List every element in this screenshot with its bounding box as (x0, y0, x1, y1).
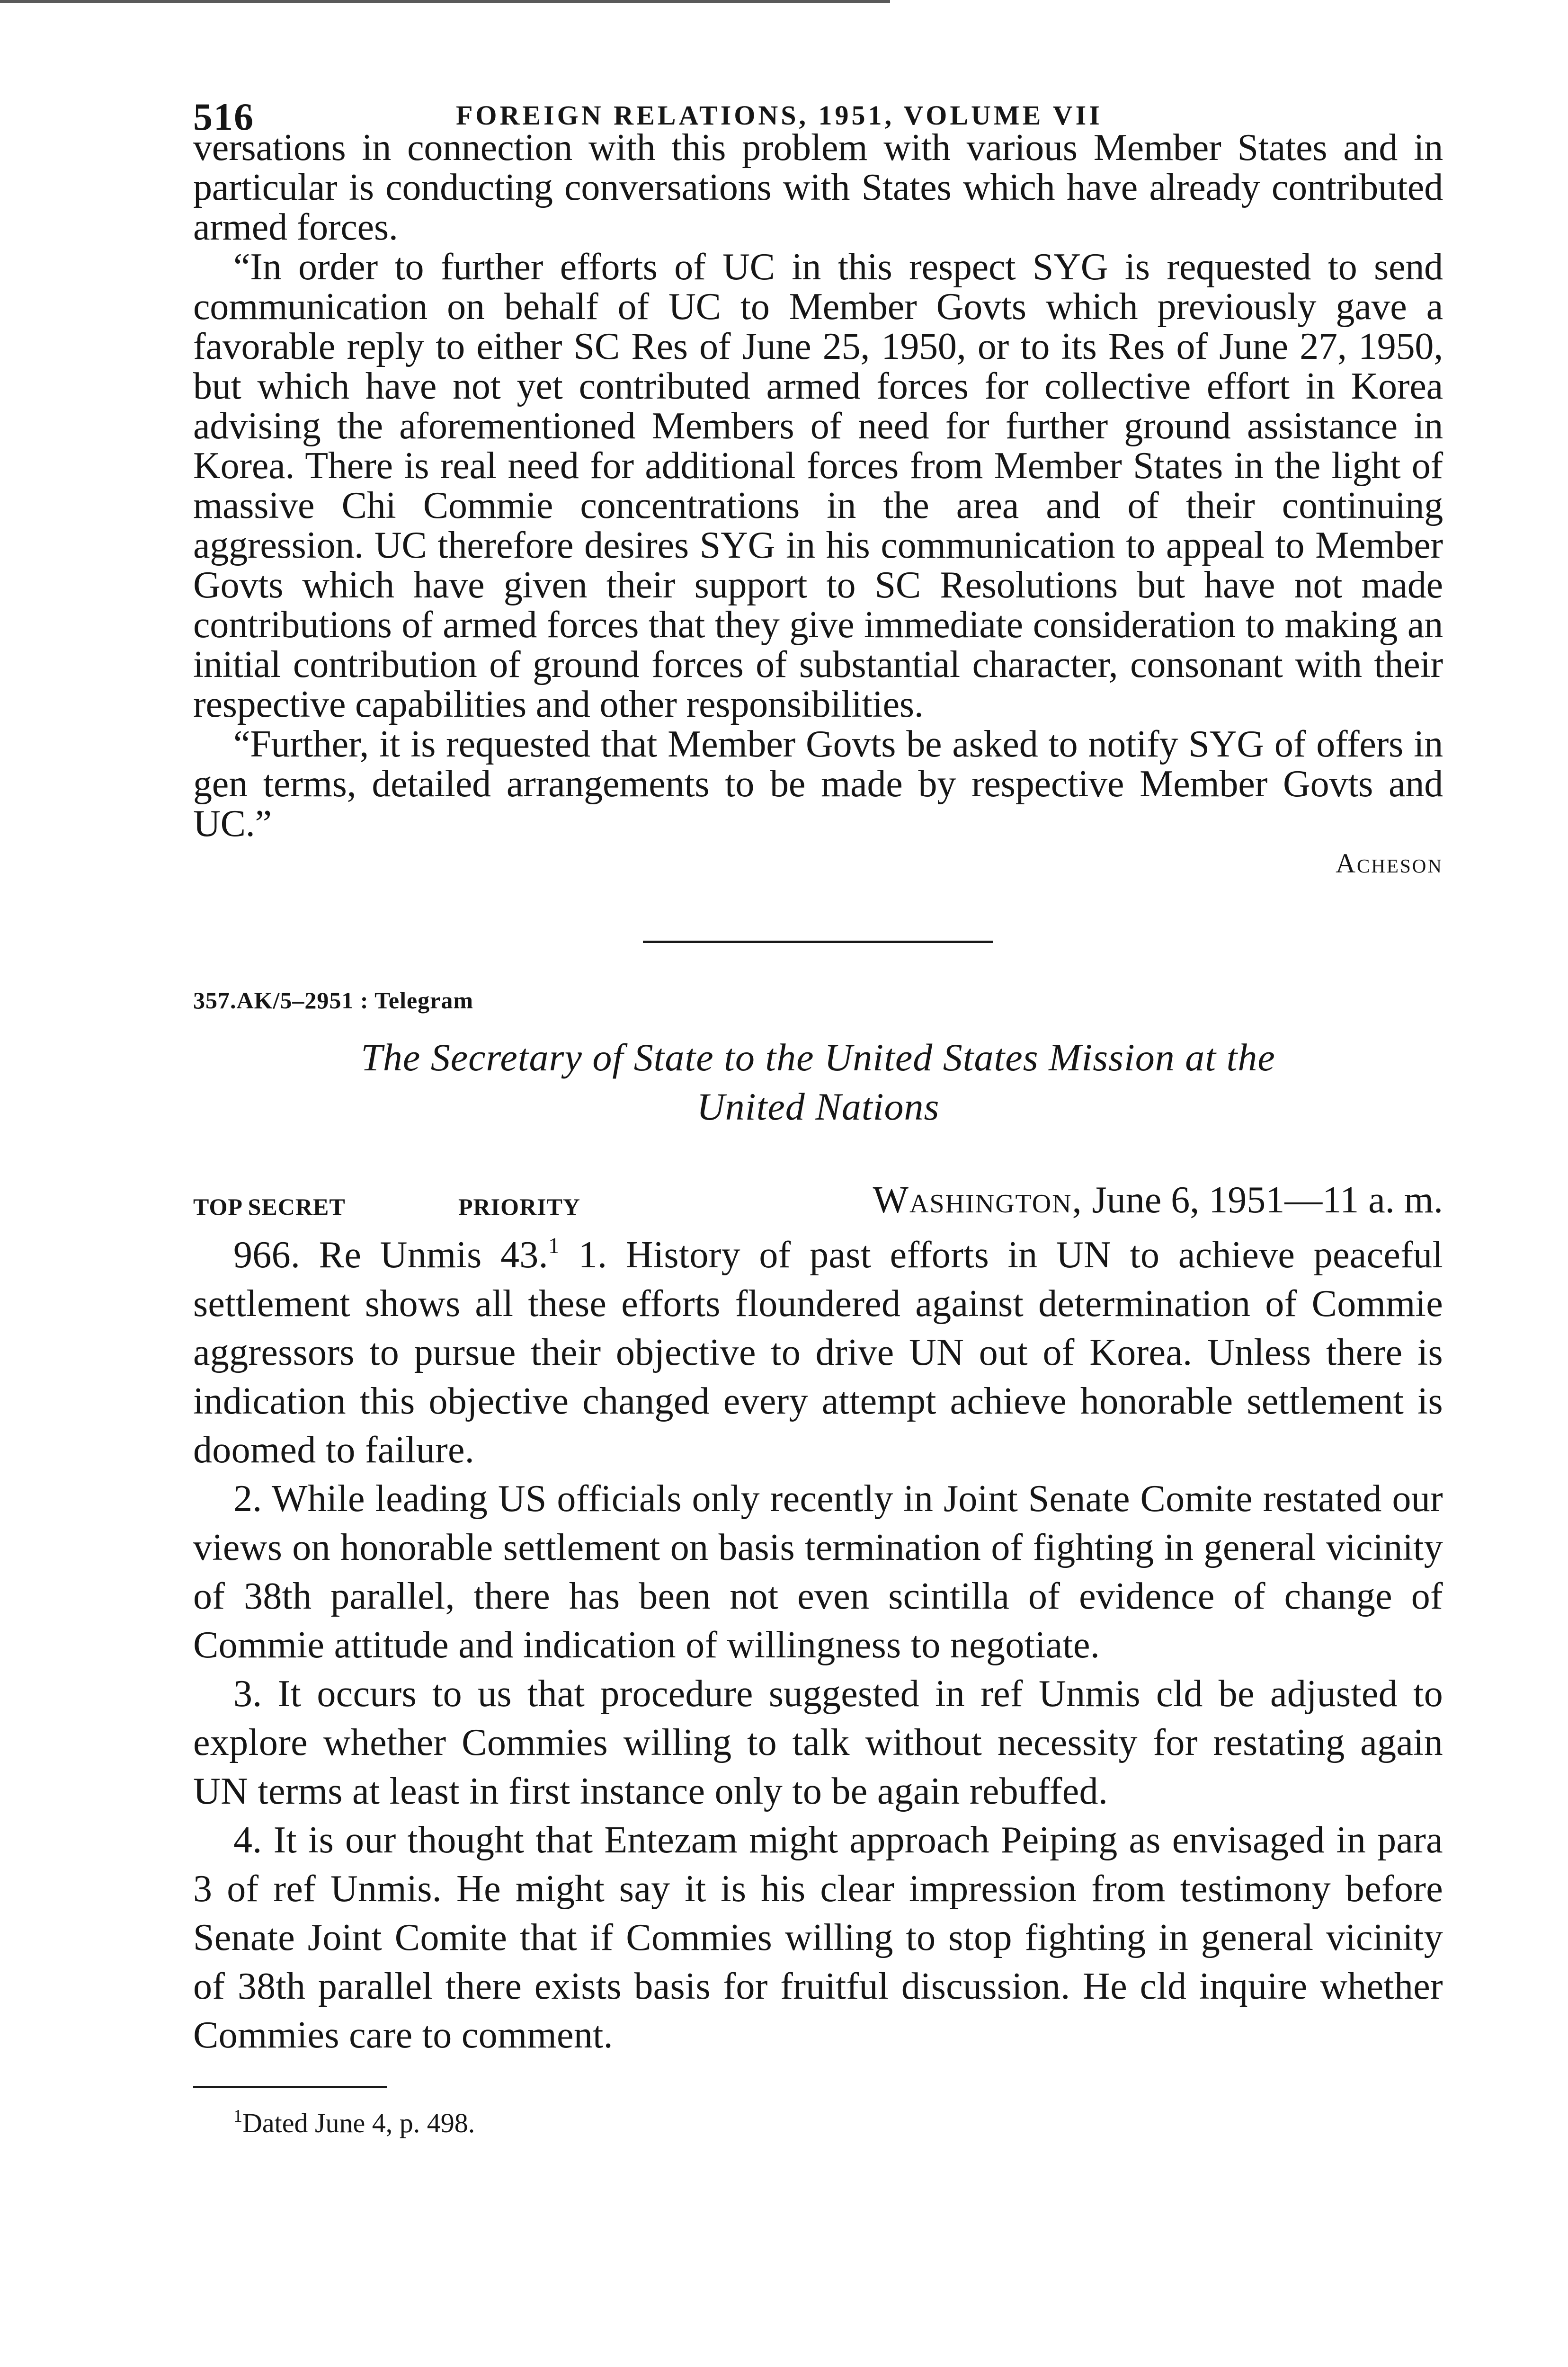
continued-paragraph: versations in connection with this problem with various Member States and in particular is conducting conversations with States which have already contributed armed forces. (193, 127, 1443, 248)
footnote-rule (193, 2086, 387, 2088)
telegram-paragraph-3: 3. It occurs to us that procedure suggested in ref Unmis cld be adjusted to explore whether Commies willing to talk without necessity for restating again UN terms at least in first instance only to be again rebuffed. (193, 1673, 1443, 1812)
telegram-body (193, 1231, 1443, 2060)
footnote-marker: 1 (233, 2106, 242, 2126)
running-head (193, 71, 1443, 138)
paragraph-1-text: 1. History of past efforts in UN to achieve peaceful settlement shows all these efforts floundered against determination of Commie aggressors to pursue their objective to drive UN out of Korea. Unless there is indication this objective changed every attempt achieve honorable settlement is doomed to failure. (193, 1234, 1443, 1471)
top-edge-rule (0, 0, 890, 3)
dateline-place: Washington, (873, 1179, 1083, 1221)
telegram-paragraph-4: 4. It is our thought that Entezam might approach Peiping as envisaged in para 3 of ref Unmis. He might say it is his clear impression from testimony before Senate Joint Comite that if Commies willing to stop fighting in general vicinity of 38th parallel there exists basis for fruitful discussion. He cld inquire whether Commies care to comment. (193, 1819, 1443, 2056)
signature: Acheson (1336, 848, 1443, 879)
document-page (193, 71, 1443, 2139)
quoted-paragraph: “In order to further efforts of UC in this respect SYG is requested to send communication on behalf of UC to Member Govts which previously gave a favorable reply to either SC Res of June 25, 1950, or to its Res of June 27, 1950, but which have not yet contributed armed forces for collective effort in Korea advising the aforementioned Members of need for further ground assistance in Korea. There is real need for additional forces from Member States in the light of massive Chi Commie concentrations in the area and of their continuing aggression. UC therefore desires SYG in his communication to appeal to Member Govts which have given their support to SC Resolutions but have not made contributions of armed forces that they give immediate consideration to making an initial contribution of ground forces of substantial character, consonant with their respective capabilities and other responsibilities. (193, 246, 1443, 725)
footnote-reference: 1 (548, 1233, 560, 1258)
priority-label: PRIORITY (458, 1193, 581, 1220)
document-divider (643, 941, 993, 943)
dateline (873, 1179, 1443, 1222)
page-number: 516 (193, 95, 254, 138)
footnote-text: Dated June 4, p. 498. (242, 2108, 475, 2138)
quoted-paragraph-final: “Further, it is requested that Member Govts be asked to notify SYG of offers in gen terms, detailed arrangements to be made by respective Member Govts and UC.” (193, 723, 1443, 845)
telegram-paragraph-2: 2. While leading US officials only recently in Joint Senate Comite restated our views on honorable settlement on basis termination of fighting in general vicinity of 38th parallel, there has been not even scintilla of evidence of change of Commie attitude and indication of willingness to negotiate. (193, 1478, 1443, 1666)
paragraph-1-opening: 966. Re Unmis 43. (233, 1234, 548, 1276)
telegram-paragraph-1 (193, 1231, 1443, 1475)
file-reference: 357.AK/5–2951 : Telegram (193, 987, 474, 1014)
dateline-date: June 6, 1951—11 a. m. (1092, 1179, 1443, 1221)
document-title (193, 1033, 1443, 1131)
footnote (233, 2107, 1443, 2139)
document-title-line-2: United Nations (696, 1085, 940, 1128)
classification-label: TOP SECRET (193, 1193, 346, 1220)
running-title: FOREIGN RELATIONS, 1951, VOLUME VII (456, 100, 1103, 131)
previous-document-continuation (193, 128, 1443, 879)
document-title-line-1: The Secretary of State to the United States Mission at the (361, 1036, 1275, 1079)
telegram-header-line (193, 1179, 1443, 1231)
